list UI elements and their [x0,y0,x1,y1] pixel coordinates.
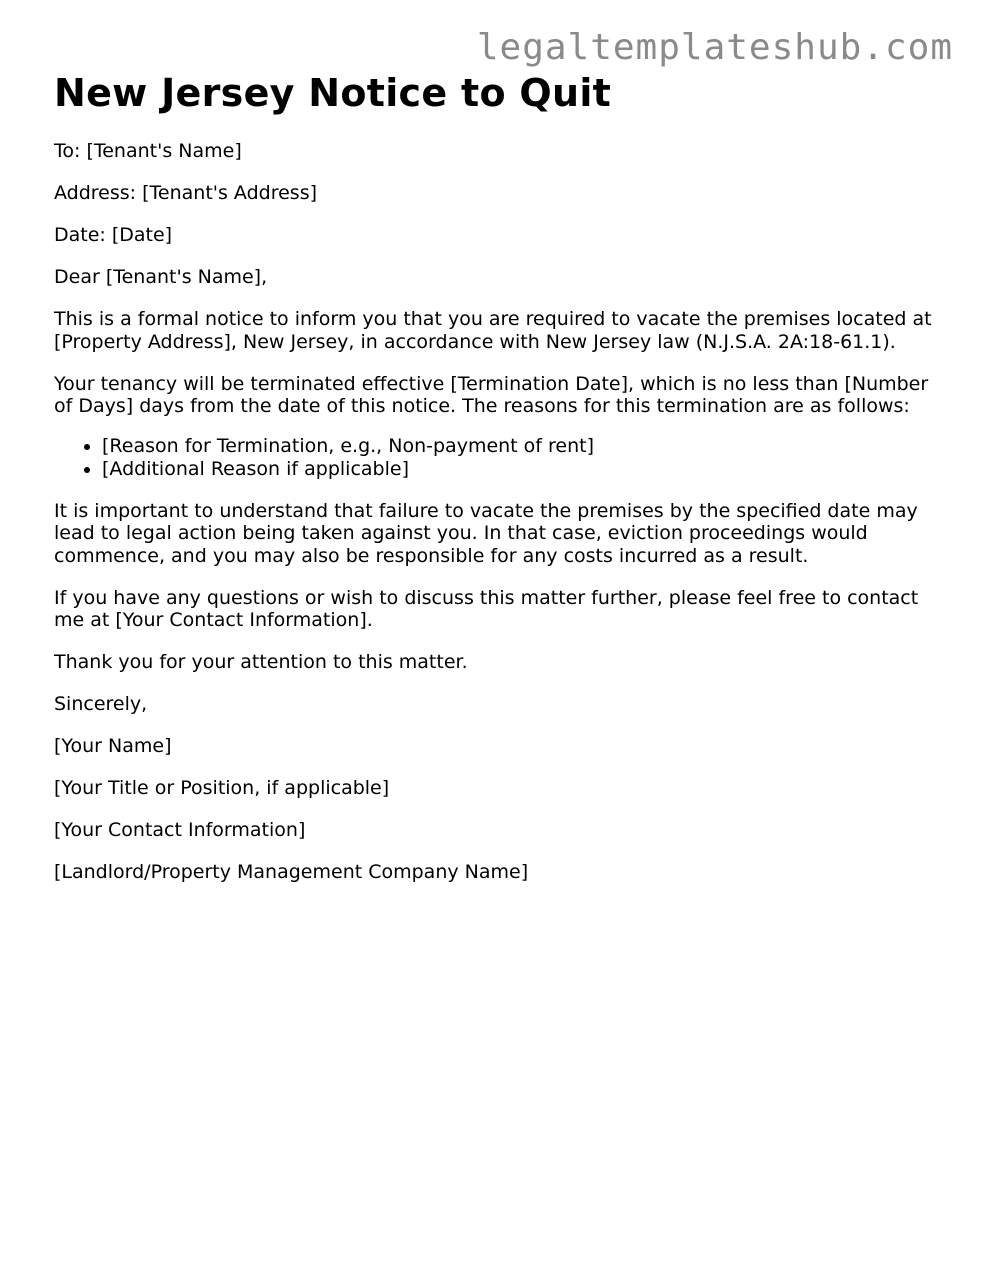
body-paragraph-intro: This is a formal notice to inform you that you are required to vacate the premises located at [Property Address], New Jersey, in accordance with New Jersey law (N.J.S.A. 2A:18-61.1). [54,308,932,353]
list-item: • [Reason for Termination, e.g., Non-payment of rent] [102,435,934,458]
signer-name: [Your Name] [54,735,172,757]
sign-off: Sincerely, [54,693,148,715]
document-page [54,70,934,903]
signer-contact: [Your Contact Information] [54,819,306,841]
body-paragraph-contact: If you have any questions or wish to discuss this matter further, please feel free to contact me at [Your Contact Information]. [54,586,919,631]
company-name: [Landlord/Property Management Company Name] [54,861,529,883]
page-title: New Jersey Notice to Quit [54,71,612,115]
watermark: legaltemplateshub.com [476,27,953,68]
list-item: • [Additional Reason if applicable] [102,458,934,481]
signer-title: [Your Title or Position, if applicable] [54,777,390,799]
date-line: Date: [Date] [54,224,173,246]
body-paragraph-thanks: Thank you for your attention to this matter. [54,651,468,673]
body-paragraph-termination: Your tenancy will be terminated effective [Termination Date], which is no less than [Number of Days] days from the date of this notice. The reasons for this termination are as follows: [54,372,929,417]
to-line: To: [Tenant's Name] [54,140,242,162]
reasons-list [54,435,934,480]
body-paragraph-warning: It is important to understand that failure to vacate the premises by the specified date may lead to legal action being taken against you. In that case, eviction proceedings would commence, and you may also be responsible for any costs incurred as a result. [54,499,918,567]
salutation: Dear [Tenant's Name], [54,266,268,288]
address-line: Address: [Tenant's Address] [54,182,318,204]
